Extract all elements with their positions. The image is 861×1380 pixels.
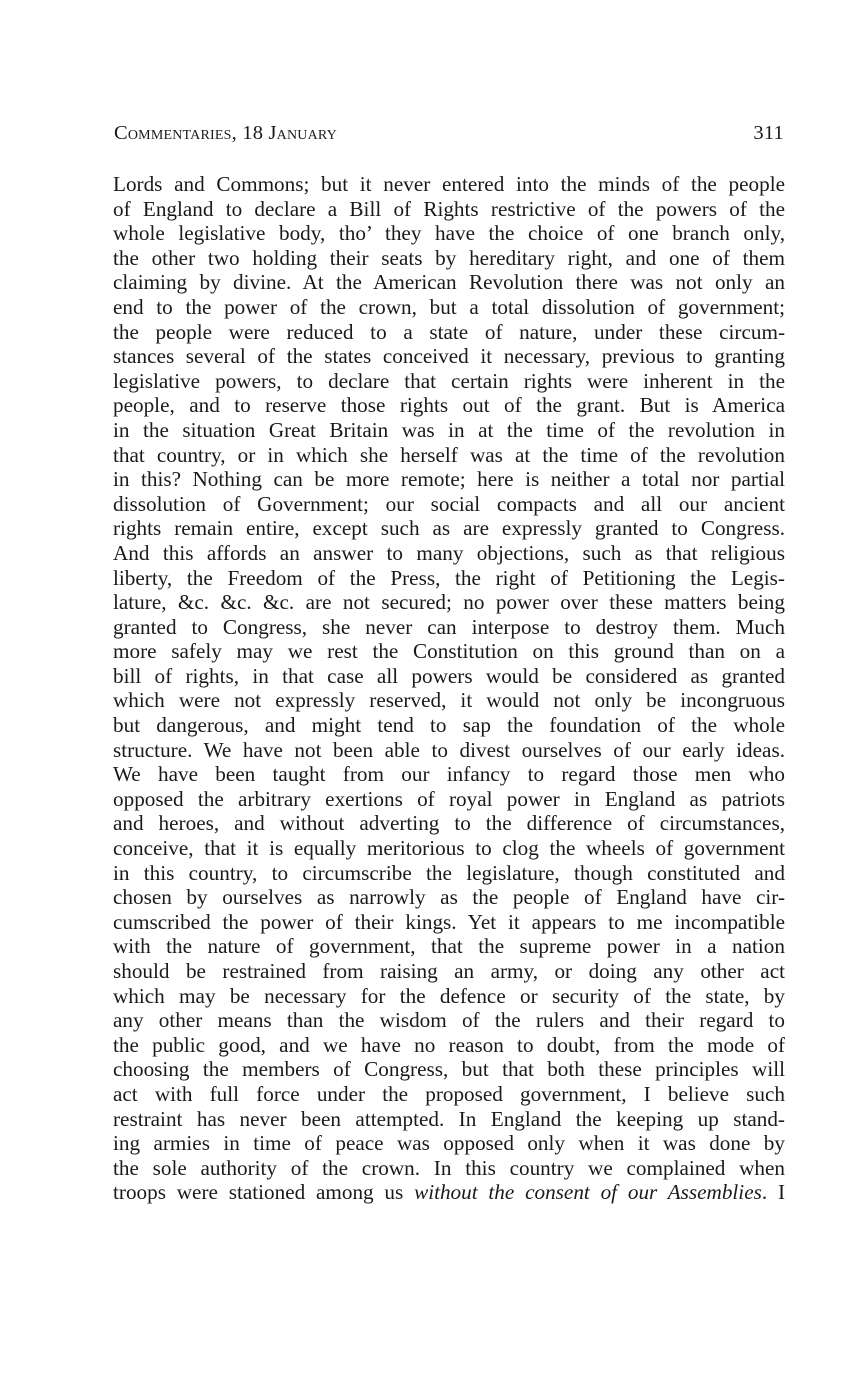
- text-line: end to the power of the crown, but a total dissolution of government;: [113, 294, 785, 319]
- text-line: the other two holding their seats by hereditary right, and one of them: [113, 245, 785, 270]
- text-line: people, and to reserve those rights out of the grant. But is America: [113, 393, 785, 418]
- text-line: chosen by ourselves as narrowly as the people of England have cir-: [113, 885, 785, 910]
- text-line: And this affords an answer to many objections, such as that religious: [113, 540, 785, 565]
- text-line: that country, or in which she herself was at the time of the revolution: [113, 442, 785, 467]
- text-line: liberty, the Freedom of the Press, the right of Petitioning the Legis-: [113, 565, 785, 590]
- page-number: 311: [753, 122, 784, 144]
- italic-phrase: without the consent of our Assemblies: [414, 1180, 762, 1205]
- text-line: should be restrained from raising an army, or doing any other act: [113, 959, 785, 983]
- text-line: in the situation Great Britain was in at the time of the revolution in: [113, 417, 785, 442]
- text-segment: . I: [761, 1180, 785, 1205]
- text-line: ing armies in time of peace was opposed only when it was done by: [113, 1131, 785, 1156]
- text-line: We have been taught from our infancy to regard those men who: [113, 762, 785, 787]
- text-line: which were not expressly reserved, it would not only be incongruous: [113, 688, 785, 713]
- text-line: claiming by divine. At the American Revolution there was not only an: [113, 270, 785, 295]
- text-line: which may be necessary for the defence or security of the state, by: [113, 983, 785, 1008]
- text-line: choosing the members of Congress, but that both these principles will: [113, 1057, 785, 1082]
- text-line-last: [113, 1180, 785, 1205]
- text-line: but dangerous, and might tend to sap the foundation of the whole: [113, 713, 785, 738]
- text-line: the public good, and we have no reason to doubt, from the mode of: [113, 1032, 785, 1057]
- text-line: whole legislative body, tho’ they have the choice of one branch only,: [113, 221, 785, 246]
- text-line: any other means than the wisdom of the rulers and their regard to: [113, 1008, 785, 1033]
- text-line: dissolution of Government; our social compacts and all our ancient: [113, 491, 785, 516]
- running-head-title: Commentaries, 18 January: [114, 122, 337, 144]
- text-line: legislative powers, to declare that certain rights were inherent in the: [113, 368, 785, 393]
- text-line: conceive, that it is equally meritorious to clog the wheels of government: [113, 836, 785, 861]
- text-line: and heroes, and without adverting to the difference of circumstances,: [113, 811, 785, 836]
- text-line: cumscribed the power of their kings. Yet it appears to me incompatible: [113, 909, 785, 934]
- text-line: restraint has never been attempted. In England the keeping up stand-: [113, 1106, 785, 1131]
- text-line: in this country, to circumscribe the legislature, though constituted and: [113, 860, 785, 885]
- text-line: lature, &c. &c. &c. are not secured; no power over these matters being: [113, 590, 785, 615]
- text-line: act with full force under the proposed government, I believe such: [113, 1081, 785, 1106]
- text-line: in this? Nothing can be more remote; here is neither a total nor partial: [113, 467, 785, 492]
- text-line: the sole authority of the crown. In this country we complained when: [113, 1155, 785, 1180]
- text-line: stances several of the states conceived it necessary, previous to granting: [113, 344, 785, 369]
- text-line: rights remain entire, except such as are expressly granted to Congress.: [113, 516, 785, 541]
- text-line: of England to declare a Bill of Rights restrictive of the powers of the: [113, 196, 785, 221]
- text-line: opposed the arbitrary exertions of royal power in England as patriots: [113, 786, 785, 811]
- text-line: bill of rights, in that case all powers would be considered as granted: [113, 663, 785, 688]
- text-line: with the nature of government, that the supreme power in a nation: [113, 934, 785, 959]
- text-line: granted to Congress, she never can interpose to destroy them. Much: [113, 614, 785, 639]
- running-head: [114, 122, 784, 152]
- text-line: structure. We have not been able to divest ourselves of our early ideas.: [113, 737, 785, 762]
- text-line: Lords and Commons; but it never entered into the minds of the people: [113, 172, 785, 196]
- text-segment: troops were stationed among us: [113, 1180, 415, 1205]
- text-line: the people were reduced to a state of nature, under these circum-: [113, 319, 785, 344]
- text-line: more safely may we rest the Constitution on this ground than on a: [113, 639, 785, 664]
- body-text: [113, 172, 785, 1205]
